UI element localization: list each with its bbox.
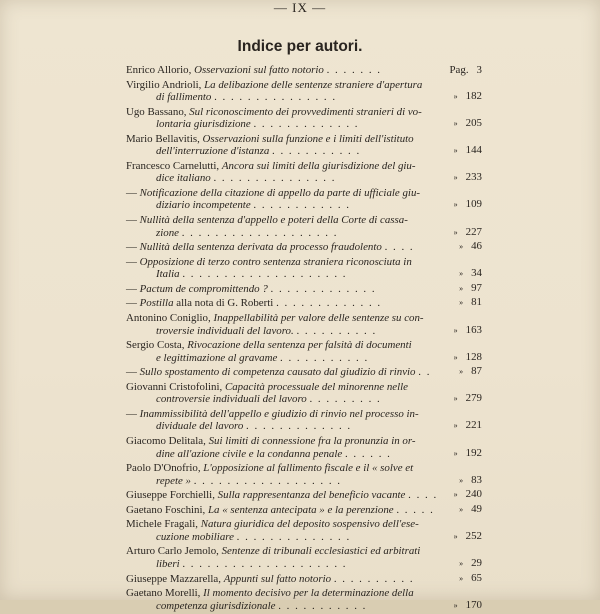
page-prefix: » <box>453 600 458 610</box>
entry-first-line <box>126 435 442 448</box>
leader-dots: . . . . . . . . . . . <box>278 599 367 612</box>
entry-author: Giacomo Delitala, <box>126 435 206 447</box>
leader-dots: . . . . . <box>396 503 435 516</box>
entry-author: Arturo Carlo Jemolo, <box>126 545 219 558</box>
page-reference <box>442 474 482 488</box>
page-number-value: 81 <box>471 296 482 309</box>
entry-first-line <box>126 339 442 352</box>
entry-first-line <box>126 518 442 531</box>
entry-author: Giovanni Cristofolini, <box>126 380 223 393</box>
index-entry <box>126 573 482 586</box>
index-entry <box>126 339 482 364</box>
page-number: — IX — <box>273 0 327 15</box>
page-reference <box>442 282 482 296</box>
page-prefix: » <box>453 146 458 156</box>
entry-continuation-line <box>126 145 442 158</box>
entry-title: Sentenze di tribunali ecclesiastici ed arbitrati <box>221 545 421 558</box>
entry-title: repete » <box>156 474 191 487</box>
entry-title: Sui limiti di connessione fra la pronunzia in or- <box>208 435 416 447</box>
leader-dots: . . . . . . . . . . . <box>280 351 369 364</box>
leader-dots: . . . . . . . . . . . . . . <box>236 530 351 543</box>
entry-first-line <box>126 545 442 558</box>
entry-author: Michele Fragali, <box>126 518 198 531</box>
page-number-value: 65 <box>471 571 482 584</box>
page-prefix: » <box>453 92 458 102</box>
leader-dots: . . . . . . . . . . <box>333 572 415 585</box>
entry-first-line <box>126 573 442 586</box>
entry-continuation-line <box>126 91 442 104</box>
page-reference <box>442 557 482 571</box>
page-reference <box>442 324 482 338</box>
entry-title: Ancora sui limiti della giurisdizione del giu- <box>221 159 416 172</box>
entry-title: Osservazioni sul fatto notorio <box>194 64 324 76</box>
entry-title: Nullità della sentenza d'appello e poteri della Corte di cassa- <box>139 214 408 227</box>
entry-title-roman: alla nota di G. Roberti <box>173 297 274 310</box>
index-entry <box>126 518 482 543</box>
leader-dots: . . . . . . . . . . . . . . . . . . <box>193 474 342 487</box>
entry-title: di fallimento <box>156 91 212 104</box>
entry-continuation-line <box>126 600 442 613</box>
entry-continuation-line <box>126 531 442 544</box>
page-prefix: » <box>453 325 458 335</box>
page-reference <box>442 599 482 613</box>
page-reference <box>442 226 482 240</box>
entry-title: Inammissibilità dell'appello e giudizio di rinvio nel processo in- <box>139 407 419 420</box>
page-prefix: » <box>459 242 464 252</box>
page-reference <box>442 392 482 406</box>
entry-title: competenza giurisdizionale <box>156 599 276 612</box>
entry-continuation-line <box>126 268 442 281</box>
page-number-value: 83 <box>471 473 482 486</box>
leader-dots: . . . . . . . . . . . . . . . <box>213 172 336 185</box>
index-entry <box>126 366 482 379</box>
leader-dots: . . <box>418 366 431 379</box>
leader-dots: . . . . . . . . . . . . <box>253 199 351 212</box>
page-prefix: » <box>459 367 464 377</box>
entry-title: Appunti sul fatto notorio <box>223 572 332 585</box>
page-reference <box>442 365 482 379</box>
entry-author: Giuseppe Forchielli, <box>126 489 215 502</box>
page-reference <box>442 117 482 131</box>
index-entry <box>126 106 482 131</box>
page-number-value: 227 <box>465 225 482 238</box>
entry-title: diziario incompetente <box>156 199 251 212</box>
entry-first-line <box>126 504 442 517</box>
entry-continuation-line <box>126 558 442 571</box>
entry-first-line <box>126 312 442 325</box>
entry-title: Sullo spostamento di competenza causato dal giudizio di rinvio <box>139 366 416 379</box>
page-number-value: 49 <box>471 502 482 515</box>
index-entry <box>126 408 482 433</box>
entry-first-line <box>126 256 442 269</box>
index-entry <box>126 435 482 460</box>
leader-dots: . . . . . . . . . . . . . . . . . . . . <box>182 557 348 570</box>
page-prefix: » <box>453 173 458 183</box>
entry-author: Gaetano Morelli, <box>126 587 201 600</box>
index-entry <box>126 187 482 212</box>
entry-continuation-line <box>126 393 442 406</box>
entry-author: Mario Bellavitis, <box>126 132 200 145</box>
index-entry <box>126 241 482 254</box>
page-prefix: » <box>459 504 464 514</box>
entry-title: Opposizione di terzo contro sentenza straniera riconosciuta in <box>139 255 412 268</box>
page-reference <box>442 90 482 104</box>
entry-author: — <box>126 297 137 310</box>
entry-title: Pactum de compromittendo ? <box>139 282 268 295</box>
page-number-value: 128 <box>465 350 482 363</box>
page-number-value: 205 <box>465 117 482 130</box>
entry-title: dice italiano <box>156 172 211 185</box>
page-reference <box>442 64 482 77</box>
page-number-value: 252 <box>465 529 482 542</box>
entry-author: Enrico Allorio, <box>126 64 192 76</box>
page-reference <box>442 240 482 254</box>
leader-dots: . . . . . . . <box>326 64 382 76</box>
page-prefix: » <box>453 227 458 237</box>
index-entry <box>126 79 482 104</box>
entry-title: controversie individuali del lavoro <box>156 393 307 406</box>
index-entry <box>126 297 482 310</box>
page-number-value: 182 <box>465 90 482 103</box>
entry-first-line <box>126 283 442 296</box>
entry-title: L'opposizione al fallimento fiscale e il « solve et <box>203 462 414 475</box>
leader-dots: . . . . . . . . . . . . . . . . . . . . <box>182 268 348 281</box>
index-entry <box>126 160 482 185</box>
entry-continuation-line <box>126 172 442 185</box>
leader-dots: . . . . . . . . . . . . . . . . . . . <box>181 226 338 239</box>
page-prefix: » <box>453 394 458 404</box>
entry-title: Italia <box>156 268 180 281</box>
entry-title: Nullità della sentenza derivata da processo fraudolento <box>139 241 382 254</box>
leader-dots: . . . . <box>384 241 415 254</box>
entry-author: Francesco Carnelutti, <box>126 159 220 172</box>
page-prefix: Pag. <box>449 64 469 76</box>
page-reference <box>442 503 482 517</box>
index-entry <box>126 133 482 158</box>
page-reference <box>442 488 482 502</box>
page-prefix: » <box>453 490 458 500</box>
entry-title: Natura giuridica del deposito sospensivo dell'ese- <box>200 518 419 531</box>
leader-dots: . . . . . . . . . <box>309 393 382 406</box>
entry-first-line <box>126 187 442 200</box>
entry-author: — <box>126 214 137 227</box>
entry-continuation-line <box>126 352 442 365</box>
entry-author: — <box>126 241 137 254</box>
page-number-value: 163 <box>465 323 482 336</box>
page-reference <box>442 447 482 461</box>
entry-continuation-line <box>126 448 442 461</box>
index-entry <box>126 462 482 487</box>
entry-title: cuzione mobiliare <box>156 530 234 543</box>
page-number-value: 240 <box>465 488 482 501</box>
page-prefix: » <box>453 200 458 210</box>
entry-author: Virgilio Andrioli, <box>126 78 202 91</box>
leader-dots: . . . . . . . . . . . . . <box>276 297 382 310</box>
index-entry <box>126 381 482 406</box>
entry-title: Il momento decisivo per la determinazione della <box>203 587 414 600</box>
page-number-value: 109 <box>465 198 482 211</box>
leader-dots: . . . . . . . . . . <box>296 324 377 337</box>
entry-title: lontaria giurisdizione <box>156 118 251 131</box>
leader-dots: . . . . . . <box>344 447 392 460</box>
page-number-value: 87 <box>471 365 482 378</box>
page-reference <box>442 267 482 281</box>
page-number-value: 29 <box>471 556 482 569</box>
entry-continuation-line <box>126 475 442 488</box>
entry-title: Rivocazione della sentenza per falsità di documenti <box>187 339 412 352</box>
entry-first-line <box>126 160 442 173</box>
page-reference <box>442 144 482 158</box>
page-reference <box>442 171 482 185</box>
entry-first-line <box>126 408 442 421</box>
entry-author: Ugo Bassano, <box>126 105 187 118</box>
entry-title: dell'interruzione d'istanza <box>156 145 270 158</box>
index-entry <box>126 256 482 281</box>
entry-first-line <box>126 64 442 77</box>
entry-first-line <box>126 462 442 475</box>
page-reference <box>442 351 482 365</box>
leader-dots: . . . . . . . . . . . . . <box>246 420 352 433</box>
entry-title: liberi <box>156 557 180 570</box>
page-prefix: » <box>459 283 464 293</box>
page-prefix: » <box>459 475 464 485</box>
page-prefix: » <box>453 448 458 458</box>
entry-first-line <box>126 79 442 92</box>
index-entry <box>126 545 482 570</box>
page-number-value: 279 <box>465 392 482 405</box>
page-prefix: » <box>459 573 464 583</box>
leader-dots: . . . . <box>408 489 438 502</box>
entry-title: Inappellabilità per valore delle sentenze su con- <box>213 312 424 325</box>
page-prefix: » <box>459 269 464 279</box>
entry-author: Giuseppe Mazzarella, <box>126 572 221 585</box>
entry-author: Sergio Costa, <box>126 339 185 352</box>
index-entry <box>126 504 482 517</box>
entry-continuation-line <box>126 420 442 433</box>
page-prefix: » <box>453 421 458 431</box>
entry-first-line <box>126 366 442 379</box>
entry-author: Paolo D'Onofrio, <box>126 462 201 475</box>
entry-title: La delibazione delle sentenze straniere d'apertura <box>204 78 423 91</box>
entry-author: — <box>126 282 137 295</box>
entry-author: Gaetano Foschini, <box>126 503 206 516</box>
entry-first-line <box>126 106 442 119</box>
page-prefix: » <box>453 119 458 129</box>
entry-title: zione <box>156 226 179 239</box>
page-prefix: » <box>453 531 458 541</box>
page-reference <box>442 296 482 310</box>
entry-title: Sulla rappresentanza del beneficio vacante <box>217 489 406 502</box>
entry-first-line <box>126 241 442 254</box>
entry-continuation-line <box>126 227 442 240</box>
entry-author: — <box>126 407 137 420</box>
page-number-value: 221 <box>465 419 482 432</box>
index-list <box>126 64 482 614</box>
page-prefix: » <box>459 298 464 308</box>
page-reference <box>442 530 482 544</box>
page-reference <box>442 419 482 433</box>
leader-dots: . . . . . . . . . . . . . . . <box>214 91 337 104</box>
entry-continuation-line <box>126 325 442 338</box>
index-entry <box>126 489 482 502</box>
page-reference <box>442 572 482 586</box>
index-entry <box>126 587 482 612</box>
entry-title: Sul riconoscimento dei provvedimenti stranieri di vo- <box>189 105 422 118</box>
page-reference <box>442 198 482 212</box>
leader-dots: . . . . . . . . . . . <box>272 145 361 158</box>
entry-title: Capacità processuale del minorenne nelle <box>224 380 409 393</box>
index-entry <box>126 283 482 296</box>
entry-title: Notificazione della citazione di appello da parte di ufficiale giu- <box>139 186 421 199</box>
page-number-value: 46 <box>471 240 482 253</box>
entry-author: — <box>126 255 137 268</box>
page-number-value: 3 <box>476 64 482 76</box>
entry-author: Antonino Coniglio, <box>126 312 211 325</box>
index-entry <box>126 64 482 77</box>
entry-title: troversie individuali del lavoro. <box>156 324 294 337</box>
entry-first-line <box>126 587 442 600</box>
page-number-value: 34 <box>471 267 482 280</box>
leader-dots: . . . . . . . . . . . . . <box>270 282 377 295</box>
entry-first-line <box>126 133 442 146</box>
page-number-value: 144 <box>465 144 482 157</box>
page-number-value: 170 <box>465 598 482 611</box>
entry-first-line <box>126 297 442 310</box>
entry-continuation-line <box>126 118 442 131</box>
entry-author: — <box>126 186 137 199</box>
index-entry <box>126 214 482 239</box>
page-prefix: » <box>453 352 458 362</box>
page-number-value: 192 <box>465 446 482 459</box>
page-prefix: » <box>459 558 464 568</box>
page-title: Indice per autori. <box>237 38 363 55</box>
entry-first-line <box>126 381 442 394</box>
entry-title: e legittimazione al gravame <box>156 351 278 364</box>
entry-first-line <box>126 489 442 502</box>
page-number-value: 97 <box>471 281 482 294</box>
index-entry <box>126 312 482 337</box>
entry-title: Osservazioni sulla funzione e i limiti dell'istituto <box>202 132 414 145</box>
page-number-value: 233 <box>465 171 482 184</box>
entry-title: Postilla <box>139 297 174 310</box>
entry-title: La « sentenza antecipata » e la perenzione <box>207 503 394 516</box>
entry-first-line <box>126 214 442 227</box>
entry-title: dividuale del lavoro <box>156 420 244 433</box>
entry-title: dine all'azione civile e la condanna penale <box>156 447 343 460</box>
entry-continuation-line <box>126 199 442 212</box>
entry-author: — <box>126 366 137 379</box>
leader-dots: . . . . . . . . . . . . . <box>253 118 360 131</box>
